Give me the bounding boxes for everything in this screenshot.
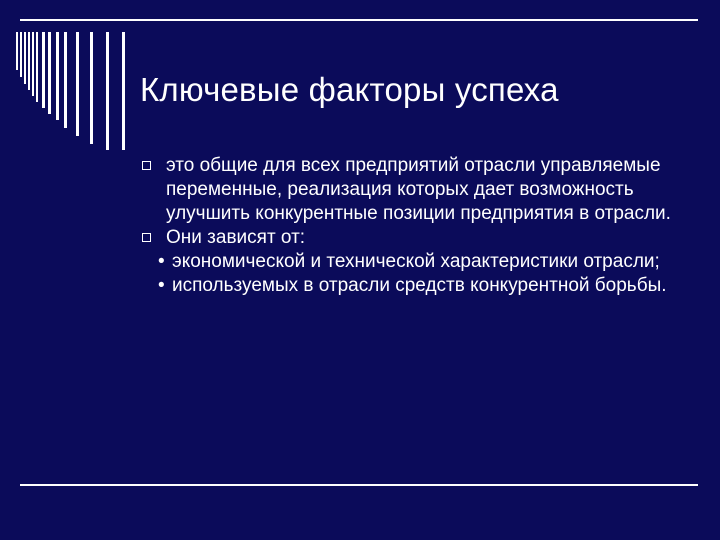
- decorative-bar: [16, 32, 18, 70]
- bullet-item: [142, 154, 682, 226]
- subbullet-item: [142, 250, 682, 274]
- decorative-bar: [32, 32, 34, 96]
- slide-body: [142, 154, 682, 298]
- decorative-bar: [76, 32, 79, 136]
- decorative-bar: [64, 32, 67, 128]
- bullet-item: [142, 226, 682, 250]
- decorative-bar: [28, 32, 30, 90]
- decorative-bar: [90, 32, 93, 144]
- decorative-bars: [0, 0, 130, 150]
- decorative-bar: [106, 32, 109, 150]
- decorative-bar: [56, 32, 59, 120]
- subbullet-marker: •: [158, 251, 165, 272]
- subbullet-item: [142, 274, 682, 298]
- decorative-bar: [24, 32, 26, 84]
- bullet-text: это общие для всех предприятий отрасли управляемые переменные, реализация которых дает возможность улучшить конкурентные позиции предприятия в отрасли.: [166, 155, 671, 224]
- decorative-bar: [20, 32, 22, 77]
- decorative-bar: [48, 32, 51, 114]
- bottom-rule: [20, 484, 698, 486]
- square-outline-icon: [142, 161, 151, 170]
- decorative-bar: [36, 32, 38, 102]
- decorative-bar: [122, 32, 125, 150]
- subbullet-marker: •: [158, 275, 165, 296]
- bullet-text: Они зависят от:: [166, 227, 306, 248]
- subbullet-text: используемых в отрасли средств конкурентной борьбы.: [172, 275, 667, 296]
- slide-title: Ключевые факторы успеха: [140, 71, 559, 108]
- decorative-bar: [42, 32, 45, 108]
- subbullet-text: экономической и технической характеристики отрасли;: [172, 251, 660, 272]
- square-outline-icon: [142, 233, 151, 242]
